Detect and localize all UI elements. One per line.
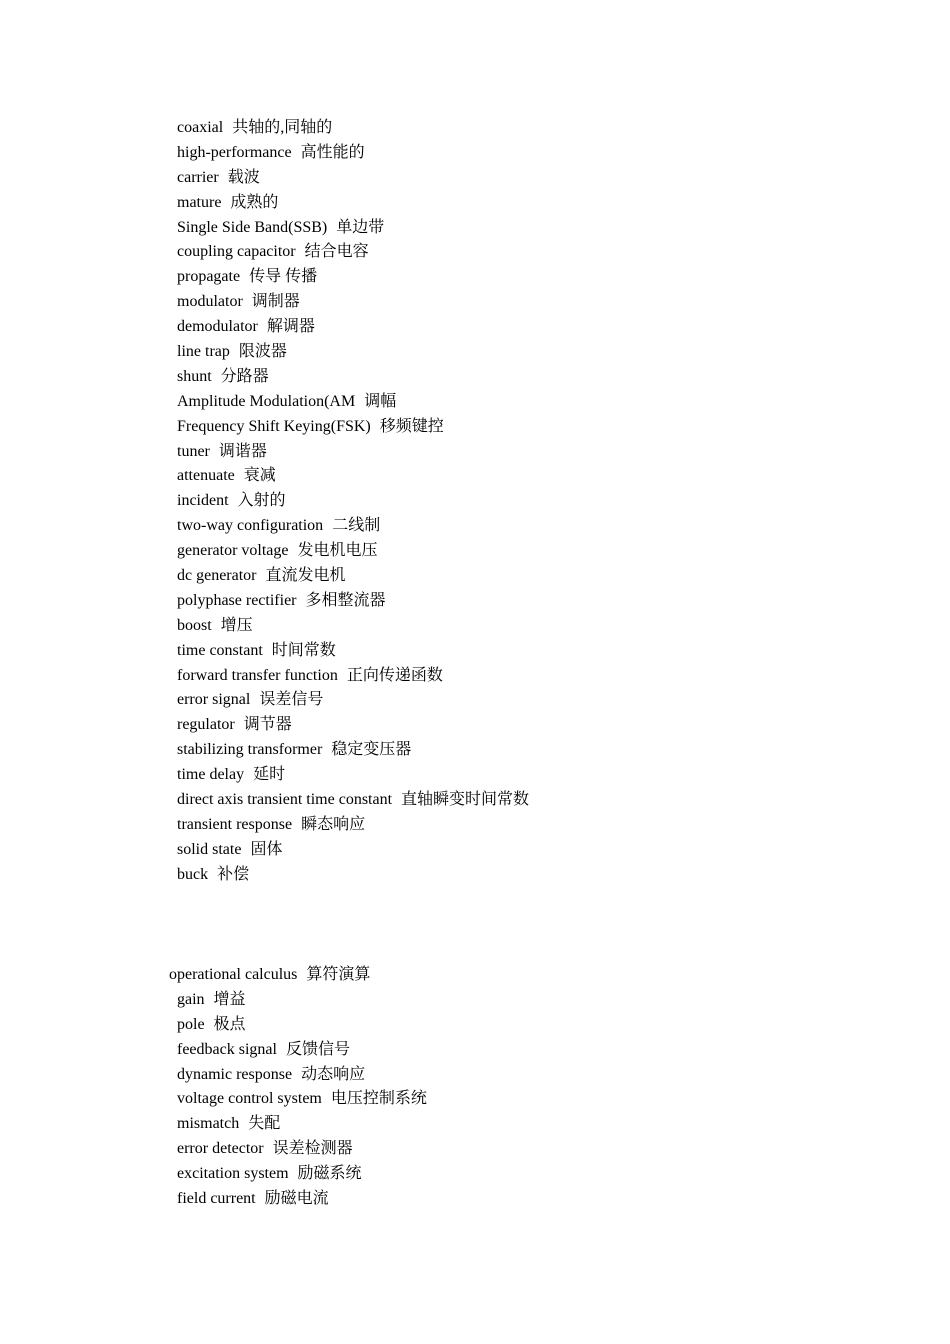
term-chinese: 励磁电流 <box>264 1190 329 1208</box>
term-chinese: 结合电容 <box>304 243 369 261</box>
term-chinese: 极点 <box>213 1015 246 1033</box>
glossary-list-1 <box>177 117 529 889</box>
term-chinese: 调制器 <box>251 293 300 311</box>
term-chinese: 成熟的 <box>230 193 279 211</box>
term-english: coupling capacitor <box>177 243 296 261</box>
term-english: gain <box>177 990 205 1008</box>
glossary-entry <box>177 689 529 714</box>
term-english: regulator <box>177 716 235 734</box>
term-chinese: 误差检测器 <box>272 1140 353 1158</box>
term-english: two-way configuration <box>177 517 324 535</box>
term-english: demodulator <box>177 318 258 336</box>
term-english: forward transfer function <box>177 666 338 684</box>
glossary-entry <box>177 441 529 466</box>
glossary-entry <box>177 490 529 515</box>
term-chinese: 限波器 <box>238 343 287 361</box>
term-english: buck <box>177 865 209 883</box>
term-chinese: 电压控制系统 <box>330 1090 427 1108</box>
term-english: dc generator <box>177 567 257 585</box>
glossary-entry <box>177 391 529 416</box>
term-english: mature <box>177 193 222 211</box>
glossary-entry <box>177 739 529 764</box>
term-english: Single Side Band(SSB) <box>177 218 328 236</box>
term-english: incident <box>177 492 229 510</box>
term-chinese: 正向传递函数 <box>346 666 443 684</box>
term-chinese: 衰减 <box>243 467 276 485</box>
term-english: Amplitude Modulation(AM <box>177 392 356 410</box>
term-chinese: 传导 传播 <box>249 268 318 286</box>
glossary-entry <box>177 366 529 391</box>
glossary-entry <box>177 117 529 142</box>
term-english: time constant <box>177 641 263 659</box>
term-english: error signal <box>177 691 251 709</box>
term-english: polyphase rectifier <box>177 591 297 609</box>
glossary-entry <box>177 789 529 814</box>
glossary-entry <box>177 590 529 615</box>
term-english: excitation system <box>177 1165 289 1183</box>
term-chinese: 调谐器 <box>218 442 267 460</box>
glossary-list-2 <box>169 964 427 1213</box>
term-chinese: 多相整流器 <box>305 591 386 609</box>
term-chinese: 算符演算 <box>306 966 371 983</box>
glossary-entry <box>169 1064 427 1089</box>
term-chinese: 瞬态响应 <box>301 815 366 833</box>
term-english: propagate <box>177 268 241 286</box>
term-english: direct axis transient time constant <box>177 791 393 809</box>
term-english: Frequency Shift Keying(FSK) <box>177 417 371 435</box>
term-english: operational calculus <box>169 966 298 983</box>
term-chinese: 固体 <box>250 840 283 858</box>
glossary-entry <box>177 341 529 366</box>
term-english: dynamic response <box>177 1065 293 1083</box>
term-english: generator voltage <box>177 542 289 560</box>
term-chinese: 分路器 <box>220 367 269 385</box>
term-chinese: 时间常数 <box>271 641 336 659</box>
term-english: shunt <box>177 367 212 385</box>
term-english: high-performance <box>177 143 292 161</box>
term-chinese: 调幅 <box>364 392 397 410</box>
glossary-entry <box>177 515 529 540</box>
glossary-entry <box>177 615 529 640</box>
glossary-entry <box>169 989 427 1014</box>
glossary-entry <box>169 1138 427 1163</box>
term-chinese: 增压 <box>220 616 253 634</box>
glossary-entry <box>177 540 529 565</box>
term-chinese: 移频键控 <box>379 417 444 435</box>
glossary-entry <box>177 714 529 739</box>
term-english: time delay <box>177 766 245 784</box>
term-chinese: 增益 <box>213 990 246 1008</box>
glossary-entry <box>169 1188 427 1213</box>
term-chinese: 直轴瞬变时间常数 <box>401 791 530 809</box>
glossary-entry <box>169 964 427 989</box>
term-english: line trap <box>177 343 230 361</box>
glossary-entry <box>177 416 529 441</box>
glossary-entry <box>177 167 529 192</box>
term-english: tuner <box>177 442 210 460</box>
term-chinese: 误差信号 <box>259 691 324 709</box>
glossary-entry <box>177 241 529 266</box>
glossary-entry <box>177 266 529 291</box>
term-chinese: 入射的 <box>237 492 286 510</box>
term-english: mismatch <box>177 1115 240 1133</box>
term-english: transient response <box>177 815 293 833</box>
glossary-entry <box>169 1163 427 1188</box>
term-english: stabilizing transformer <box>177 741 323 759</box>
glossary-entry <box>177 764 529 789</box>
term-chinese: 延时 <box>253 766 286 784</box>
term-english: attenuate <box>177 467 235 485</box>
term-chinese: 单边带 <box>336 218 385 236</box>
glossary-entry <box>177 640 529 665</box>
glossary-entry <box>177 192 529 217</box>
glossary-entry <box>177 316 529 341</box>
glossary-entry <box>169 1039 427 1064</box>
term-english: feedback signal <box>177 1040 277 1058</box>
term-chinese: 失配 <box>248 1115 281 1133</box>
glossary-entry <box>177 142 529 167</box>
term-chinese: 载波 <box>227 168 260 186</box>
glossary-entry <box>177 291 529 316</box>
glossary-entry <box>169 1088 427 1113</box>
term-chinese: 反馈信号 <box>285 1040 350 1058</box>
term-chinese: 动态响应 <box>301 1065 366 1083</box>
term-chinese: 调节器 <box>243 716 292 734</box>
glossary-entry <box>177 465 529 490</box>
term-english: solid state <box>177 840 242 858</box>
term-chinese: 二线制 <box>332 517 381 535</box>
term-chinese: 直流发电机 <box>265 567 346 585</box>
term-english: error detector <box>177 1140 264 1158</box>
term-chinese: 解调器 <box>266 318 315 336</box>
term-english: boost <box>177 616 212 634</box>
term-chinese: 稳定变压器 <box>331 741 412 759</box>
term-english: modulator <box>177 293 243 311</box>
term-english: carrier <box>177 168 219 186</box>
glossary-entry <box>177 665 529 690</box>
glossary-entry <box>177 839 529 864</box>
glossary-entry <box>169 1014 427 1039</box>
term-english: field current <box>177 1190 256 1208</box>
glossary-entry <box>177 217 529 242</box>
term-english: pole <box>177 1015 205 1033</box>
term-chinese: 发电机电压 <box>297 542 378 560</box>
term-english: coaxial <box>177 119 224 136</box>
glossary-entry <box>177 814 529 839</box>
term-english: voltage control system <box>177 1090 322 1108</box>
term-chinese: 高性能的 <box>300 143 365 161</box>
glossary-entry <box>177 864 529 889</box>
term-chinese: 补偿 <box>217 865 250 883</box>
glossary-entry <box>169 1113 427 1138</box>
term-chinese: 励磁系统 <box>297 1165 362 1183</box>
glossary-entry <box>177 565 529 590</box>
term-chinese: 共轴的,同轴的 <box>232 119 333 136</box>
